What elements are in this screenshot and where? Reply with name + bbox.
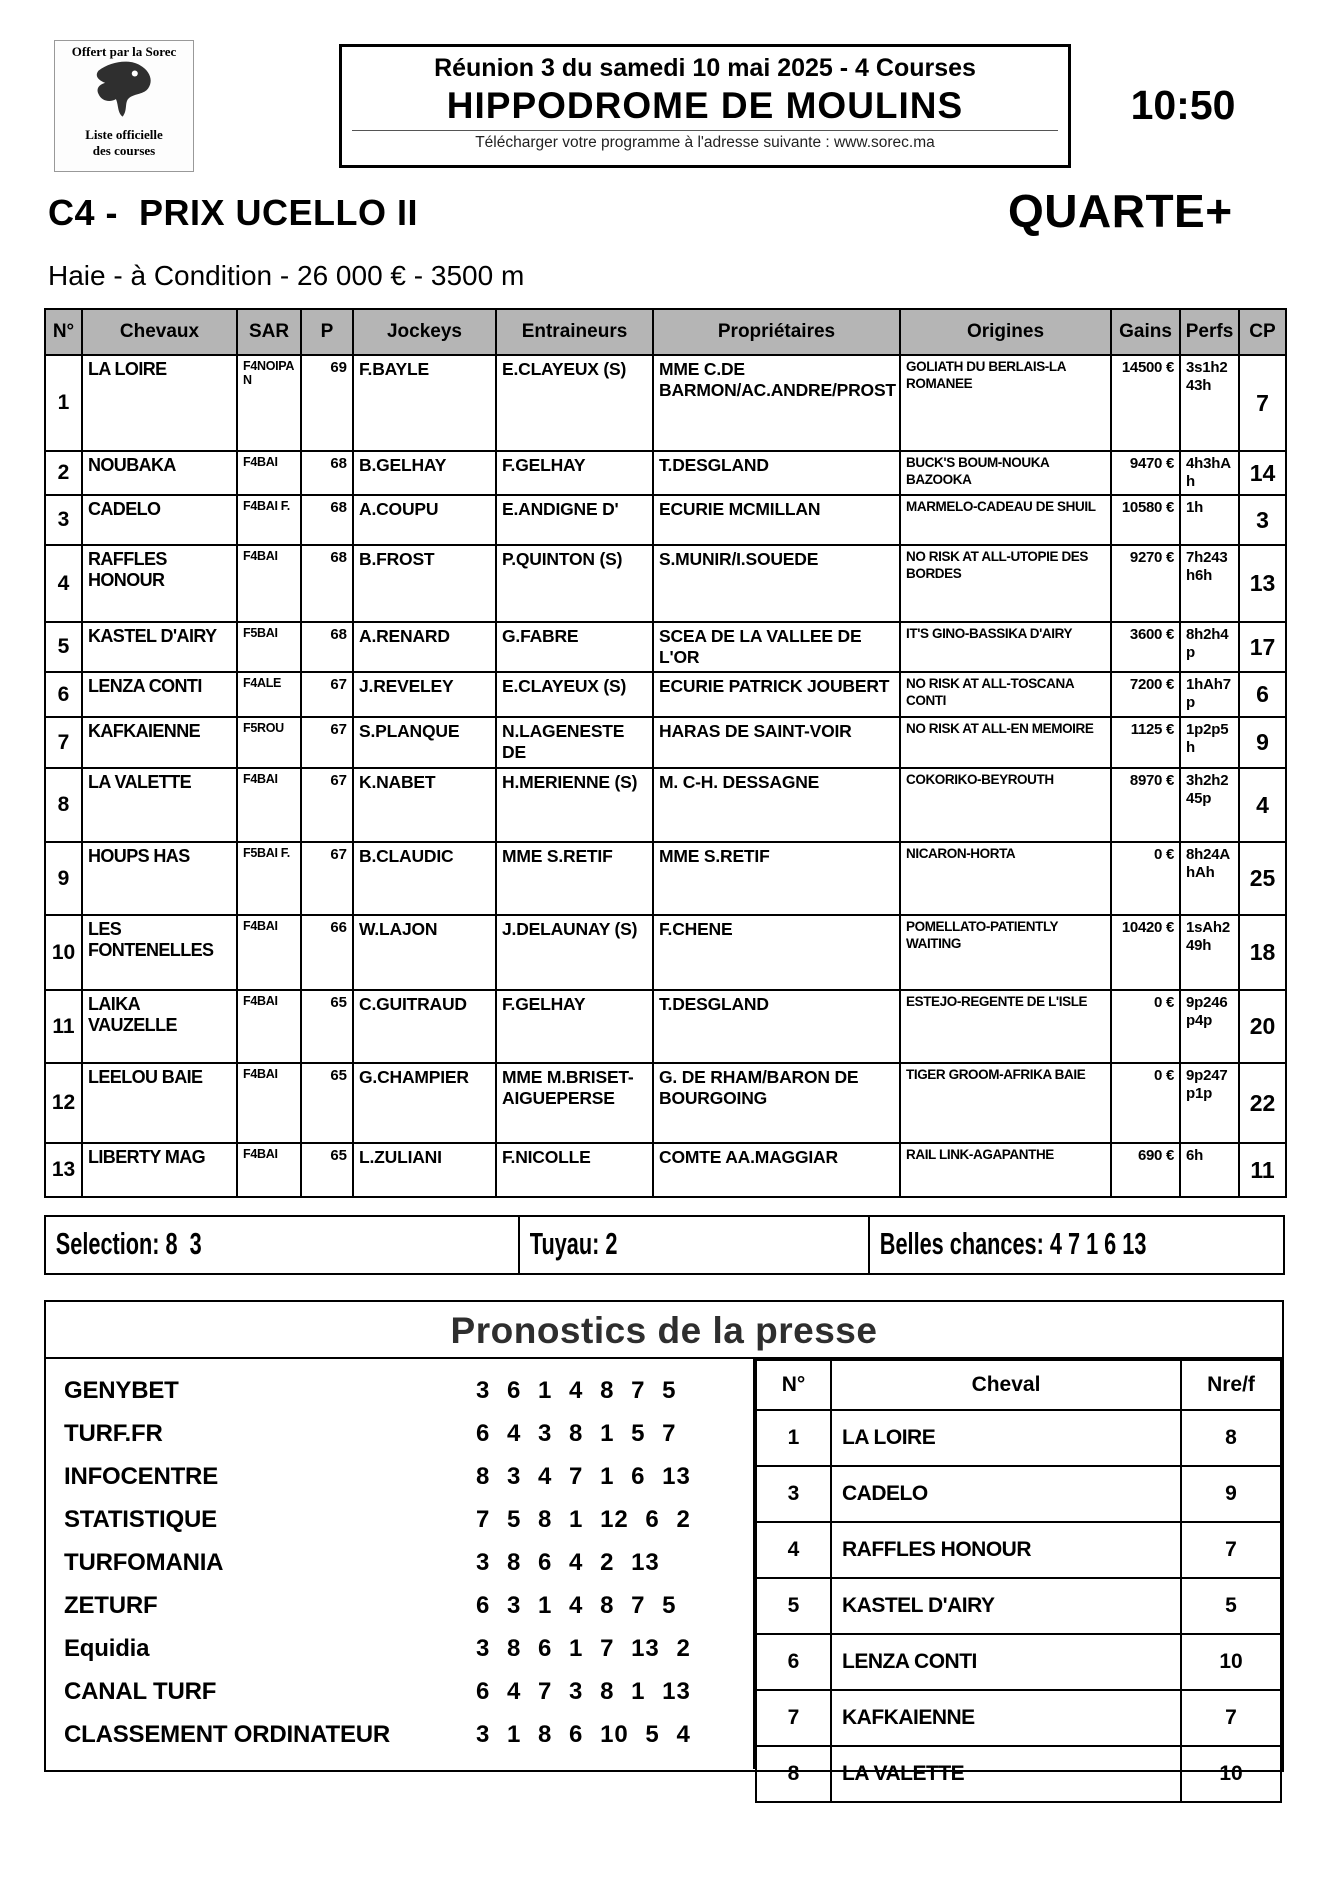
press-source-name: CLASSEMENT ORDINATEUR [64,1721,391,1748]
cell-origins: COKORIKO-BEYROUTH [900,768,1111,842]
cell-num: 11 [45,990,82,1063]
cell-trainer: E.CLAYEUX (S) [496,672,653,717]
meeting-line: Réunion 3 du samedi 10 mai 2025 - 4 Courses [434,54,976,82]
mini-table-header-row [756,1360,1281,1410]
cell-horse: CADELO [831,1466,1181,1522]
horses-table-header-row [45,309,1286,355]
meeting-header-box [339,44,1071,168]
pronostics-body [46,1359,1282,1785]
mini-row [756,1466,1281,1522]
selection-label: Selection: 8 3 [55,1226,202,1261]
cell-horse: KASTEL D'AIRY [831,1578,1181,1634]
cell-nref: 10 [1181,1634,1281,1690]
cell-p: 67 [301,672,353,717]
press-source-name: GENYBET [64,1377,179,1404]
mini-row [756,1746,1281,1802]
column-header: Propriétaires [653,309,900,355]
cell-p: 68 [301,622,353,672]
cell-sar: F4BAI [237,1143,301,1197]
official-list-label-line2: des courses [92,142,156,158]
column-header: Entraineurs [496,309,653,355]
cell-origins: NO RISK AT ALL-UTOPIE DES BORDES [900,545,1111,622]
cell-num: 6 [756,1634,831,1690]
horse-row [45,990,1286,1063]
cell-cp: 9 [1239,717,1286,768]
cell-horse: LEELOU BAIE [82,1063,237,1143]
cell-sar: F4BAI [237,990,301,1063]
cell-perfs: 7h243h6h [1180,545,1239,622]
cell-num: 3 [45,495,82,545]
cell-p: 65 [301,1143,353,1197]
cell-p: 67 [301,717,353,768]
cell-owner: SCEA DE LA VALLEE DE L'OR [653,622,900,672]
cell-owner: MME C.DE BARMON/AC.ANDRE/PROST [653,355,900,451]
download-line: Télécharger votre programme à l'adresse suivante : www.sorec.ma [352,130,1058,152]
cell-p: 68 [301,495,353,545]
cell-origins: TIGER GROOM-AFRIKA BAIE [900,1063,1111,1143]
horse-row [45,717,1286,768]
cell-perfs: 3s1h243h [1180,355,1239,451]
cell-sar: F4BAI [237,1063,301,1143]
cell-gains: 8970 € [1111,768,1180,842]
cell-nref: 5 [1181,1578,1281,1634]
race-conditions: Haie - à Condition - 26 000 € - 3500 m [48,260,525,291]
cell-sar: F4NOIPAN [237,355,301,451]
horse-row [45,495,1286,545]
cell-num: 7 [45,717,82,768]
cell-perfs: 4h3hAh [1180,451,1239,495]
press-row [46,1498,753,1541]
column-header: P [301,309,353,355]
horse-row [45,842,1286,915]
cell-num: 3 [756,1466,831,1522]
cell-num: 8 [45,768,82,842]
cell-num: 7 [756,1690,831,1746]
cell-gains: 14500 € [1111,355,1180,451]
cell-trainer: MME M.BRISET-AIGUEPERSE [496,1063,653,1143]
cell-perfs: 1h [1180,495,1239,545]
cell-p: 68 [301,545,353,622]
cell-owner: MME S.RETIF [653,842,900,915]
cell-jockey: F.BAYLE [353,355,496,451]
cell-perfs: 1p2p5h [1180,717,1239,768]
cell-cp: 3 [1239,495,1286,545]
press-source-name: INFOCENTRE [64,1463,219,1490]
cell-p: 65 [301,990,353,1063]
cell-nref: 9 [1181,1466,1281,1522]
cell-gains: 9470 € [1111,451,1180,495]
cell-origins: RAIL LINK-AGAPANTHE [900,1143,1111,1197]
cell-jockey: S.PLANQUE [353,717,496,768]
press-picks: 3 8 6 4 2 13 [476,1549,660,1576]
cell-p: 67 [301,768,353,842]
column-header: N° [45,309,82,355]
cell-num: 13 [45,1143,82,1197]
cell-horse: NOUBAKA [82,451,237,495]
column-header: Jockeys [353,309,496,355]
press-source-name: ZETURF [64,1592,158,1619]
cell-horse: LA VALETTE [831,1746,1181,1802]
cell-sar: F5BAI [237,622,301,672]
belles-chances-cell [870,1217,1283,1273]
offered-by-label: Offert par la Sorec [71,44,177,59]
press-row [46,1455,753,1498]
cell-trainer: G.FABRE [496,622,653,672]
cell-sar: F4BAI [237,451,301,495]
column-header: Nre/f [1181,1360,1281,1410]
cell-num: 4 [45,545,82,622]
cell-num: 10 [45,915,82,990]
column-header: N° [756,1360,831,1410]
cell-sar: F4BAI [237,915,301,990]
column-header: Chevaux [82,309,237,355]
cell-origins: MARMELO-CADEAU DE SHUIL [900,495,1111,545]
sorec-logo-box [54,40,194,172]
bet-type-label: QUARTE+ [1008,185,1233,237]
press-picks: 7 5 8 1 12 6 2 [476,1506,691,1533]
cell-cp: 11 [1239,1143,1286,1197]
cell-owner: HARAS DE SAINT-VOIR [653,717,900,768]
cell-nref: 8 [1181,1410,1281,1466]
cell-num: 8 [756,1746,831,1802]
cell-sar: F4ALE [237,672,301,717]
cell-perfs: 3h2h245p [1180,768,1239,842]
cell-num: 5 [45,622,82,672]
cell-sar: F5ROU [237,717,301,768]
cell-num: 1 [45,355,82,451]
cell-perfs: 8h2h4p [1180,622,1239,672]
press-row [46,1584,753,1627]
press-row [46,1541,753,1584]
cell-origins: BUCK'S BOUM-NOUKA BAZOOKA [900,451,1111,495]
race-title: C4 - PRIX UCELLO II [48,192,419,233]
cell-num: 2 [45,451,82,495]
horse-row [45,1143,1286,1197]
tuyau-cell [520,1217,870,1273]
belles-chances-label: Belles chances: 4 7 1 6 13 [879,1226,1147,1261]
mini-row [756,1634,1281,1690]
cell-trainer: H.MERIENNE (S) [496,768,653,842]
mini-table-body [756,1410,1281,1802]
cell-horse: CADELO [82,495,237,545]
mini-table [755,1359,1282,1803]
cell-cp: 6 [1239,672,1286,717]
race-time: 10:50 [1130,82,1236,128]
cell-trainer: E.ANDIGNE D' [496,495,653,545]
cell-trainer: F.GELHAY [496,990,653,1063]
cell-gains: 7200 € [1111,672,1180,717]
column-header: Gains [1111,309,1180,355]
horses-table [44,308,1287,1198]
cell-perfs: 1hAh7p [1180,672,1239,717]
cell-gains: 10580 € [1111,495,1180,545]
press-picks: 8 3 4 7 1 6 13 [476,1463,691,1490]
horse-row [45,1063,1286,1143]
cell-gains: 1125 € [1111,717,1180,768]
horse-row [45,768,1286,842]
cell-owner: T.DESGLAND [653,451,900,495]
cell-gains: 0 € [1111,990,1180,1063]
cell-num: 9 [45,842,82,915]
cell-origins: NO RISK AT ALL-EN MEMOIRE [900,717,1111,768]
cell-origins: NICARON-HORTA [900,842,1111,915]
cell-horse: LENZA CONTI [831,1634,1181,1690]
cell-jockey: B.GELHAY [353,451,496,495]
cell-horse: KAFKAIENNE [831,1690,1181,1746]
mini-row [756,1410,1281,1466]
cell-cp: 7 [1239,355,1286,451]
cell-jockey: A.RENARD [353,622,496,672]
cell-gains: 0 € [1111,842,1180,915]
column-header: Perfs [1180,309,1239,355]
cell-trainer: J.DELAUNAY (S) [496,915,653,990]
cell-cp: 13 [1239,545,1286,622]
cell-gains: 690 € [1111,1143,1180,1197]
cell-p: 68 [301,451,353,495]
cell-horse: LAIKA VAUZELLE [82,990,237,1063]
cell-owner: COMTE AA.MAGGIAR [653,1143,900,1197]
cell-owner: T.DESGLAND [653,990,900,1063]
cell-origins: ESTEJO-REGENTE DE L'ISLE [900,990,1111,1063]
cell-owner: M. C-H. DESSAGNE [653,768,900,842]
horse-row [45,622,1286,672]
cell-horse: KASTEL D'AIRY [82,622,237,672]
cell-origins: IT'S GINO-BASSIKA D'AIRY [900,622,1111,672]
press-picks: 3 8 6 1 7 13 2 [476,1635,691,1662]
cell-horse: LES FONTENELLES [82,915,237,990]
press-picks: 6 3 1 4 8 7 5 [476,1592,677,1619]
press-row [46,1412,753,1455]
cell-num: 5 [756,1578,831,1634]
horse-row [45,915,1286,990]
cell-horse: RAFFLES HONOUR [831,1522,1181,1578]
venue-title: HIPPODROME DE MOULINS [446,85,964,126]
cell-origins: NO RISK AT ALL-TOSCANA CONTI [900,672,1111,717]
cell-nref: 7 [1181,1690,1281,1746]
horse-logo-icon [55,60,193,127]
cell-jockey: J.REVELEY [353,672,496,717]
cell-jockey: A.COUPU [353,495,496,545]
press-picks: 6 4 7 3 8 1 13 [476,1678,691,1705]
cell-sar: F5BAI F. [237,842,301,915]
press-picks: 3 1 8 6 10 5 4 [476,1721,691,1748]
cell-perfs: 6h [1180,1143,1239,1197]
cell-horse: LA LOIRE [82,355,237,451]
horse-row [45,545,1286,622]
cell-cp: 22 [1239,1063,1286,1143]
press-source-name: TURFOMANIA [64,1549,224,1576]
cell-num: 1 [756,1410,831,1466]
cell-cp: 14 [1239,451,1286,495]
press-row [46,1713,753,1756]
cell-nref: 7 [1181,1522,1281,1578]
horse-row [45,672,1286,717]
cell-num: 12 [45,1063,82,1143]
cell-horse: LENZA CONTI [82,672,237,717]
column-header: CP [1239,309,1286,355]
cell-p: 65 [301,1063,353,1143]
cell-jockey: C.GUITRAUD [353,990,496,1063]
cell-horse: KAFKAIENNE [82,717,237,768]
cell-trainer: P.QUINTON (S) [496,545,653,622]
selection-cell [46,1217,520,1273]
press-picks: 3 6 1 4 8 7 5 [476,1377,677,1404]
cell-jockey: L.ZULIANI [353,1143,496,1197]
press-row [46,1670,753,1713]
horse-row [45,451,1286,495]
cell-trainer: F.GELHAY [496,451,653,495]
cell-jockey: B.CLAUDIC [353,842,496,915]
cell-horse: RAFFLES HONOUR [82,545,237,622]
cell-num: 6 [45,672,82,717]
press-picks: 6 4 3 8 1 5 7 [476,1420,677,1447]
cell-horse: LIBERTY MAG [82,1143,237,1197]
cell-jockey: G.CHAMPIER [353,1063,496,1143]
mini-row [756,1578,1281,1634]
cell-cp: 20 [1239,990,1286,1063]
cell-perfs: 9p247p1p [1180,1063,1239,1143]
cell-perfs: 9p246p4p [1180,990,1239,1063]
press-row [46,1369,753,1412]
press-list [46,1359,755,1769]
press-source-name: Equidia [64,1635,150,1662]
cell-perfs: 8h24AhAh [1180,842,1239,915]
column-header: Cheval [831,1360,1181,1410]
cell-cp: 25 [1239,842,1286,915]
cell-horse: LA VALETTE [82,768,237,842]
cell-owner: G. DE RHAM/BARON DE BOURGOING [653,1063,900,1143]
pronostics-title: Pronostics de la presse [46,1302,1282,1359]
press-row [46,1627,753,1670]
cell-trainer: N.LAGENESTE DE [496,717,653,768]
cell-owner: F.CHENE [653,915,900,990]
cell-cp: 4 [1239,768,1286,842]
cell-nref: 10 [1181,1746,1281,1802]
cell-origins: GOLIATH DU BERLAIS-LA ROMANEE [900,355,1111,451]
cell-jockey: W.LAJON [353,915,496,990]
pronostics-box [44,1300,1284,1785]
cell-cp: 17 [1239,622,1286,672]
cell-sar: F4BAI [237,768,301,842]
cell-p: 66 [301,915,353,990]
cell-origins: POMELLATO-PATIENTLY WAITING [900,915,1111,990]
cell-owner: S.MUNIR/I.SOUEDE [653,545,900,622]
press-source-name: CANAL TURF [64,1678,217,1705]
cell-perfs: 1sAh249h [1180,915,1239,990]
cell-horse: LA LOIRE [831,1410,1181,1466]
selection-bar [44,1215,1285,1275]
cell-p: 69 [301,355,353,451]
cell-gains: 0 € [1111,1063,1180,1143]
press-source-name: STATISTIQUE [64,1506,217,1533]
cell-owner: ECURIE PATRICK JOUBERT [653,672,900,717]
mini-table-wrap [755,1359,1282,1785]
cell-trainer: MME S.RETIF [496,842,653,915]
cell-horse: HOUPS HAS [82,842,237,915]
cell-gains: 3600 € [1111,622,1180,672]
cell-sar: F4BAI [237,545,301,622]
cell-cp: 18 [1239,915,1286,990]
cell-gains: 10420 € [1111,915,1180,990]
cell-p: 67 [301,842,353,915]
cell-gains: 9270 € [1111,545,1180,622]
horses-table-body [45,355,1286,1197]
column-header: Origines [900,309,1111,355]
cell-num: 4 [756,1522,831,1578]
cell-sar: F4BAI F. [237,495,301,545]
cell-owner: ECURIE MCMILLAN [653,495,900,545]
cell-trainer: F.NICOLLE [496,1143,653,1197]
cell-trainer: E.CLAYEUX (S) [496,355,653,451]
horse-row [45,355,1286,451]
mini-row [756,1522,1281,1578]
column-header: SAR [237,309,301,355]
cell-jockey: B.FROST [353,545,496,622]
official-list-label-line1: Liste officielle [85,127,163,142]
cell-jockey: K.NABET [353,768,496,842]
press-source-name: TURF.FR [64,1420,163,1447]
tuyau-label: Tuyau: 2 [529,1226,618,1261]
mini-row [756,1690,1281,1746]
